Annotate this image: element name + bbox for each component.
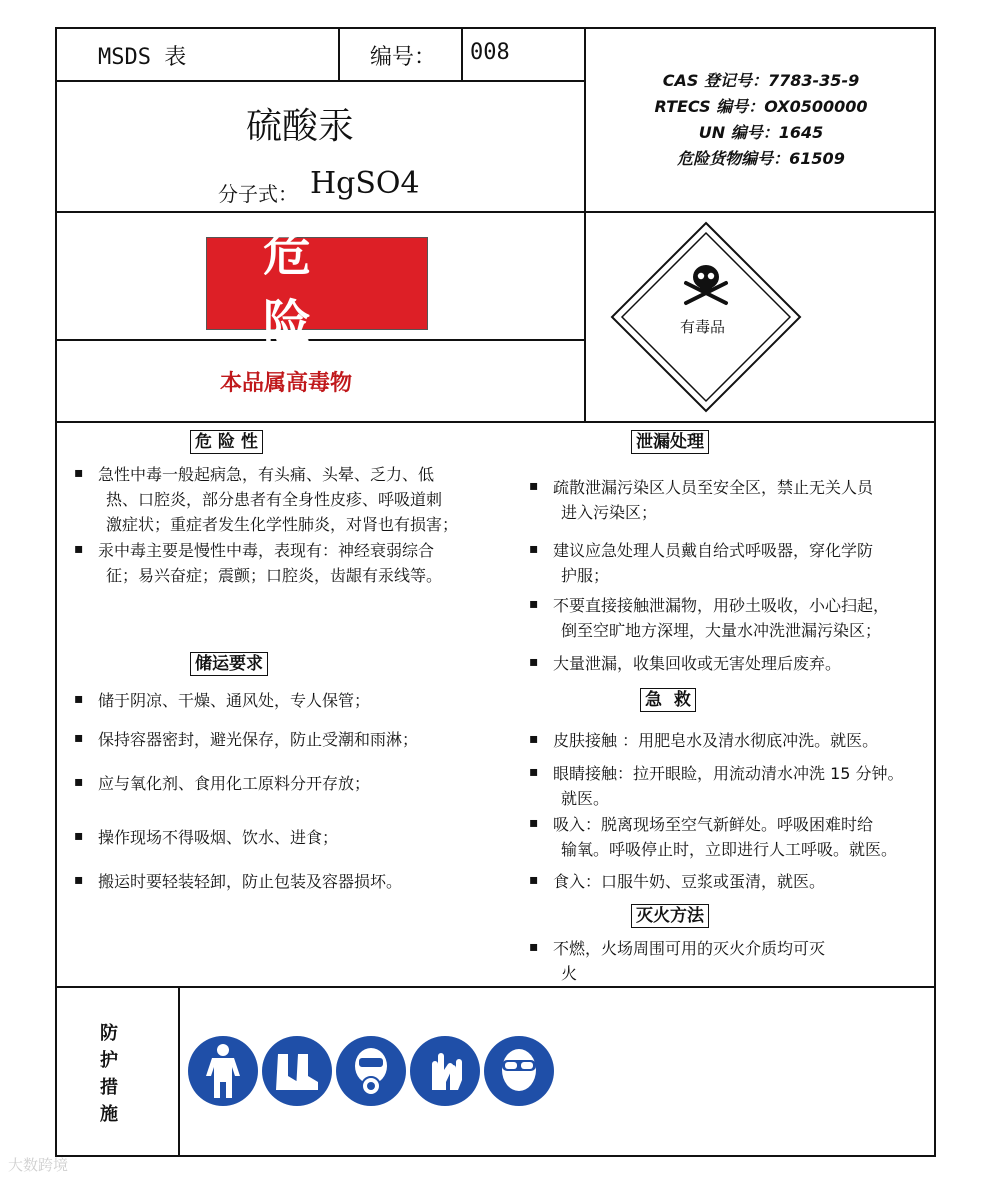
item-line: 疏散泄漏污染区人员至安全区，禁止无关人员 — [553, 478, 874, 497]
storage-item — [98, 771, 370, 796]
bullet-marker: ▪ — [529, 596, 539, 612]
storage-item — [98, 727, 418, 752]
bullet-marker: ▪ — [529, 541, 539, 557]
item-line: 应与氧化剂、食用化工原料分开存放； — [98, 774, 371, 793]
cas-number: CAS 登记号：7783-35-9 — [662, 71, 860, 90]
bullet-marker: ▪ — [529, 654, 539, 670]
rtecs-number: RTECS 编号：OX0500000 — [654, 97, 868, 116]
un-number: UN 编号：1645 — [698, 123, 824, 142]
danger-signal-box — [206, 225, 428, 351]
dangerous-goods-number: 危险货物编号：61509 — [677, 149, 845, 168]
spill-item — [553, 593, 889, 643]
storage-item — [98, 825, 338, 850]
spill-item — [553, 538, 873, 588]
item-line: 进入污染区； — [561, 503, 658, 522]
item-line: 大量泄漏，收集回收或无害处理后废弃。 — [553, 654, 842, 673]
divider-hazard-bottom — [55, 421, 936, 423]
fire-title: 灭火方法 — [631, 904, 709, 928]
face-goggles-icon — [484, 1036, 554, 1106]
bullet-marker: ▪ — [74, 774, 84, 790]
first-aid-title: 急 救 — [640, 688, 696, 712]
safety-boots-icon — [262, 1036, 332, 1106]
first-aid-item — [553, 869, 825, 894]
item-line: 保持容器密封，避光保存，防止受潮和雨淋； — [98, 730, 419, 749]
item-line: 倒至空旷地方深埋，大量水冲洗泄漏污染区； — [561, 621, 882, 640]
fire-item — [553, 936, 825, 986]
doc-type: MSDS 表 — [98, 45, 187, 70]
item-line: 热、口腔炎，部分患者有全身性皮疹、呼吸道刺 — [106, 490, 443, 509]
bullet-marker: ▪ — [529, 731, 539, 747]
protective-suit-icon — [188, 1036, 258, 1106]
item-line: 不燃，火场周围可用的灭火介质均可灭 — [553, 939, 826, 958]
item-line: 建议应急处理人员戴自给式呼吸器，穿化学防 — [553, 541, 874, 560]
danger-signal-word: 危 险 — [263, 225, 312, 351]
hazards-item — [98, 538, 442, 588]
item-line: 吸入：脱离现场至空气新鲜处。呼吸困难时给 — [553, 815, 874, 834]
item-line: 护服； — [561, 566, 610, 585]
hazard-statement: 本品属高毒物 — [220, 371, 353, 396]
item-line: 眼睛接触：拉开眼睑，用流动清水冲洗 15 分钟。 — [553, 764, 904, 783]
bullet-marker: ▪ — [529, 478, 539, 494]
divider-header-bottom — [55, 211, 936, 213]
storage-item — [98, 869, 402, 894]
item-line: 汞中毒主要是慢性中毒，表现有：神经衰弱综合 — [98, 541, 435, 560]
item-line: 储于阴凉、干燥、通风处，专人保管； — [98, 691, 371, 710]
item-line: 搬运时要轻装轻卸，防止包装及容器损坏。 — [98, 872, 403, 891]
first-aid-item — [553, 728, 878, 753]
spill-item — [553, 475, 873, 525]
bullet-marker: ▪ — [74, 465, 84, 481]
first-aid-item — [553, 812, 897, 862]
divider-top-row — [55, 80, 584, 82]
divider-msds-number — [338, 27, 340, 80]
divider-number-value — [461, 27, 463, 80]
hazards-title: 危 险 性 — [190, 430, 263, 454]
bullet-marker: ▪ — [529, 872, 539, 888]
bullet-marker: ▪ — [74, 828, 84, 844]
formula-value: HgSO4 — [310, 166, 420, 201]
item-line: 食入：口服牛奶、豆浆或蛋清，就医。 — [553, 872, 826, 891]
toxic-pictogram — [610, 221, 802, 413]
divider-protection — [55, 986, 936, 988]
item-line: 输氧。呼吸停止时，立即进行人工呼吸。就医。 — [561, 840, 898, 859]
item-line: 火 — [561, 964, 578, 983]
bullet-marker: ▪ — [529, 764, 539, 780]
hazards-item — [98, 462, 458, 537]
respirator-mask-icon — [336, 1036, 406, 1106]
pictogram-label: 有毒品 — [680, 318, 726, 336]
item-line: 就医。 — [561, 789, 610, 808]
bullet-marker: ▪ — [74, 541, 84, 557]
item-line: 操作现场不得吸烟、饮水、进食； — [98, 828, 339, 847]
item-line: 不要直接接触泄漏物，用砂土吸收，小心扫起， — [553, 596, 890, 615]
protective-gloves-icon — [410, 1036, 480, 1106]
storage-item — [98, 688, 370, 713]
item-line: 征；易兴奋症；震颤；口腔炎，齿龈有汞线等。 — [106, 566, 443, 585]
number-value: 008 — [470, 40, 510, 65]
bullet-marker: ▪ — [529, 815, 539, 831]
substance-name: 硫酸汞 — [246, 106, 355, 147]
item-line: 激症状；重症者发生化学性肺炎，对肾也有损害； — [106, 515, 459, 534]
divider-protection-label — [178, 986, 180, 1157]
spill-title: 泄漏处理 — [631, 430, 709, 454]
watermark-text: 大数跨境 — [8, 1156, 69, 1174]
spill-item — [553, 651, 841, 676]
formula-label: 分子式： — [218, 182, 298, 206]
protection-label — [98, 1020, 124, 1128]
bullet-marker: ▪ — [74, 691, 84, 707]
storage-title: 储运要求 — [190, 652, 268, 676]
protection-label-text: 防护措施 — [100, 1023, 118, 1125]
bullet-marker: ▪ — [74, 872, 84, 888]
bullet-marker: ▪ — [529, 939, 539, 955]
first-aid-item — [553, 761, 904, 811]
item-line: 急性中毒一般起病急，有头痛、头晕、乏力、低 — [98, 465, 435, 484]
bullet-marker: ▪ — [74, 730, 84, 746]
identifier-block — [586, 68, 936, 172]
number-label: 编号： — [370, 45, 437, 70]
item-line: 皮肤接触 ：用肥皂水及清水彻底冲洗。就医。 — [553, 731, 879, 750]
